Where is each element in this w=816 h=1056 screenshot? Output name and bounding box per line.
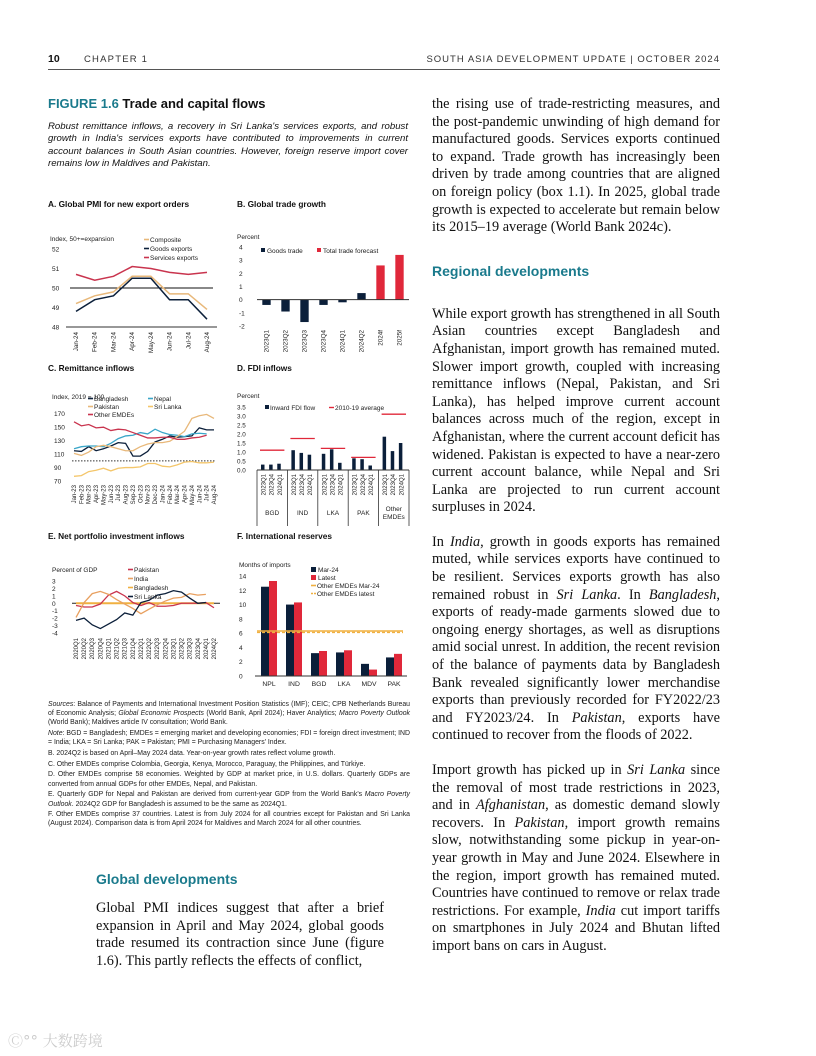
- svg-text:51: 51: [52, 266, 60, 273]
- svg-text:70: 70: [54, 478, 62, 486]
- svg-text:Jan-23: Jan-23: [72, 485, 78, 504]
- regional-developments-heading: Regional developments: [432, 262, 590, 279]
- svg-text:Jun-23: Jun-23: [108, 485, 115, 504]
- note-f: F. Other EMDEs comprise 37 countries. Latest is from July 2024 for all countries except for Pakistan and Sri Lanka (August 2024). Comparison data is from April 2024 for Maldives and March 2024 for all other countries.: [48, 811, 410, 828]
- panel-title: A. Global PMI for new export orders: [48, 199, 190, 209]
- chart-b-trade-growth: [237, 209, 412, 359]
- svg-text:Apr-23: Apr-23: [94, 485, 101, 504]
- svg-text:Oct-23: Oct-23: [138, 485, 145, 504]
- svg-text:3: 3: [52, 578, 56, 586]
- svg-text:LKA: LKA: [326, 510, 340, 517]
- sources-note: Sources: Balance of Payments and International Investment Position Statistics (IMF); CEIC; CPB Netherlands Bureau of Economic Analysis; Global Economic Prospects (World Bank, April 2024); Haver Analytics; Macro Poverty Outlook (World Bank); Maldives article IV consultation; World Bank.: [48, 701, 410, 727]
- svg-text:Index, 50+=expansion: Index, 50+=expansion: [50, 236, 114, 243]
- svg-text:2024Q1: 2024Q1: [339, 330, 347, 353]
- svg-text:2023Q4: 2023Q4: [360, 474, 367, 496]
- svg-text:48: 48: [52, 324, 60, 332]
- svg-text:Jul-24: Jul-24: [204, 485, 211, 502]
- chart-e-portfolio: [48, 541, 228, 691]
- svg-text:Dec-23: Dec-23: [153, 485, 160, 505]
- svg-text:Jan-24: Jan-24: [73, 332, 80, 352]
- svg-text:Nov-23: Nov-23: [145, 485, 152, 505]
- svg-text:Months of imports: Months of imports: [239, 562, 291, 569]
- svg-text:2020Q4: 2020Q4: [98, 638, 105, 660]
- svg-text:Pakistan: Pakistan: [94, 404, 119, 411]
- svg-text:2010-19 average: 2010-19 average: [335, 405, 385, 412]
- panel-f: [237, 531, 412, 691]
- svg-text:Jan-24: Jan-24: [160, 485, 167, 504]
- svg-text:2023Q3: 2023Q3: [301, 330, 309, 353]
- svg-text:170: 170: [54, 411, 65, 419]
- svg-text:Sri Lanka: Sri Lanka: [134, 594, 162, 601]
- svg-text:Pakistan: Pakistan: [134, 567, 159, 574]
- svg-text:110: 110: [54, 451, 65, 459]
- svg-text:NPL: NPL: [262, 681, 276, 688]
- svg-text:2022Q4: 2022Q4: [163, 638, 170, 660]
- running-title: SOUTH ASIA DEVELOPMENT UPDATE | OCTOBER 2024: [426, 54, 720, 65]
- svg-text:2.0: 2.0: [237, 431, 246, 439]
- svg-text:Other: Other: [385, 506, 402, 513]
- svg-text:-4: -4: [52, 630, 58, 638]
- svg-text:2021Q2: 2021Q2: [114, 638, 121, 660]
- svg-text:0.5: 0.5: [237, 458, 246, 466]
- svg-text:2024Q1: 2024Q1: [368, 474, 375, 496]
- panel-d: [237, 363, 412, 531]
- svg-text:Other EMDEs Mar-24: Other EMDEs Mar-24: [317, 583, 380, 590]
- watermark-logo: Ⓒ°° 大数跨境: [8, 1032, 103, 1050]
- svg-text:IND: IND: [296, 510, 309, 517]
- chapter-label: CHAPTER 1: [84, 54, 149, 65]
- svg-text:2024Q2: 2024Q2: [212, 638, 218, 660]
- svg-text:2023Q4: 2023Q4: [195, 638, 202, 660]
- svg-text:14: 14: [239, 573, 247, 581]
- svg-text:2023Q4: 2023Q4: [320, 330, 328, 353]
- svg-text:2024Q1: 2024Q1: [338, 474, 345, 496]
- svg-text:Percent: Percent: [237, 393, 260, 400]
- svg-text:Feb-24: Feb-24: [167, 485, 174, 505]
- panel-title: E. Net portfolio investment inflows: [48, 531, 185, 541]
- svg-text:PAK: PAK: [387, 681, 401, 688]
- svg-text:0: 0: [239, 673, 243, 681]
- svg-text:Mar-24: Mar-24: [175, 485, 182, 505]
- svg-text:1: 1: [52, 593, 56, 601]
- svg-text:2021Q3: 2021Q3: [122, 638, 129, 660]
- svg-text:90: 90: [54, 465, 62, 473]
- regional-paragraph-3: Import growth has picked up in Sri Lanka since the removal of most trade restrictions in 2023, and in Afghanistan, as domestic demand slowly recovers. In Pakistan, import growth remains slow, notwithstanding some pickup in year-on-year growth in May and June 2024. Elsewhere in the region, import growth has remained muted. Countries have continued to remove or relax trade restrictions. For example, India cut import tariffs on smartphones in July 2024 and Bhutan lifted import bans on cars in August.: [432, 762, 720, 954]
- svg-text:-2: -2: [52, 615, 58, 623]
- chart-a-pmi: [48, 209, 223, 359]
- svg-text:1: 1: [239, 284, 243, 291]
- svg-text:-1: -1: [52, 608, 58, 616]
- svg-text:Aug-23: Aug-23: [123, 485, 130, 505]
- svg-text:3: 3: [239, 257, 243, 265]
- svg-text:2021Q4: 2021Q4: [130, 638, 137, 660]
- svg-text:Sri Lanka: Sri Lanka: [154, 404, 182, 411]
- panel-title: D. FDI inflows: [237, 363, 292, 373]
- svg-text:2023Q4: 2023Q4: [391, 474, 398, 496]
- svg-text:52: 52: [52, 246, 60, 254]
- global-developments-heading: Global developments: [96, 871, 238, 887]
- panel-title: F. International reserves: [237, 531, 332, 541]
- svg-text:Bangladesh: Bangladesh: [94, 396, 129, 403]
- svg-text:Percent: Percent: [237, 234, 260, 241]
- svg-text:2020Q3: 2020Q3: [90, 638, 97, 660]
- svg-text:Jul-23: Jul-23: [116, 485, 123, 502]
- svg-text:0: 0: [239, 297, 243, 305]
- svg-text:Feb-24: Feb-24: [91, 332, 99, 352]
- svg-text:May-24: May-24: [189, 485, 196, 506]
- svg-text:2024Q1: 2024Q1: [308, 474, 315, 496]
- svg-text:Other EMDEs latest: Other EMDEs latest: [317, 591, 375, 598]
- right-column: [432, 96, 720, 973]
- svg-text:2: 2: [52, 585, 56, 593]
- svg-text:Mar-23: Mar-23: [86, 485, 93, 505]
- svg-text:2.5: 2.5: [237, 422, 246, 430]
- svg-text:MDV: MDV: [361, 681, 377, 688]
- note-d: D. Other EMDEs comprise 58 economies. Weighted by GDP at market price, in U.S. dollars. Quarterly GDPs are converted from annual GDPs for other EMDEs, Nepal, and Pakistan.: [48, 771, 410, 788]
- svg-text:3.5: 3.5: [237, 404, 246, 412]
- svg-text:Other EMDEs: Other EMDEs: [94, 412, 135, 419]
- svg-text:2022Q3: 2022Q3: [155, 638, 162, 660]
- svg-text:2023Q2: 2023Q2: [282, 330, 290, 353]
- chart-d-fdi: [237, 373, 412, 531]
- svg-text:Jun-24: Jun-24: [166, 332, 174, 352]
- svg-text:2023Q3: 2023Q3: [187, 638, 194, 660]
- svg-text:2022Q2: 2022Q2: [147, 638, 154, 660]
- svg-text:2022Q1: 2022Q1: [138, 638, 145, 660]
- svg-text:India: India: [134, 576, 149, 583]
- svg-text:-3: -3: [52, 623, 58, 631]
- svg-text:Goods trade: Goods trade: [267, 248, 303, 255]
- svg-text:Apr-24: Apr-24: [129, 332, 137, 351]
- panel-b: [237, 199, 412, 359]
- svg-text:2023Q2: 2023Q2: [179, 638, 186, 660]
- svg-text:Composite: Composite: [150, 237, 182, 244]
- svg-text:2: 2: [239, 659, 243, 667]
- svg-text:3.0: 3.0: [237, 413, 246, 421]
- svg-text:Aug-24: Aug-24: [204, 332, 211, 353]
- svg-text:-1: -1: [239, 310, 245, 318]
- panel-e: [48, 531, 228, 691]
- panel-title: B. Global trade growth: [237, 199, 326, 209]
- chart-f-reserves: [237, 541, 412, 691]
- regional-paragraph-2: In India, growth in goods exports has remained muted, while services exports have continued to be resilient. Services exports growth has also remained robust in Sri Lanka. In Bangladesh, exports of ready-made garments slowed due to ongoing energy shortages, as well as disruptions amid social unrest. In addition, the recent revision of the balance of payments data by Bangladesh Bank revealed significantly lower merchandise exports than previously recorded for FY2022/23 and FY2023/24. In Pakistan, exports have continued to recover from the floods of 2022.: [432, 533, 721, 744]
- svg-text:Inward FDI flow: Inward FDI flow: [270, 405, 316, 412]
- svg-text:BGD: BGD: [265, 510, 280, 517]
- svg-text:Feb-23: Feb-23: [79, 485, 86, 505]
- svg-text:2024Q1: 2024Q1: [399, 474, 406, 496]
- svg-text:IND: IND: [288, 681, 300, 688]
- svg-text:2023Q4: 2023Q4: [269, 474, 276, 496]
- continued-paragraph: the rising use of trade-restricting measures, and the post-pandemic unwinding of high demand for manufactured goods. Services exports continued to expand. Trade growth has increasingly been driven by trade among countries that are aligned on foreign policy (box 1.1). In 2025, global trade growth is expected to accelerate but remain below its 2015–19 average (World Bank 2024c).: [432, 96, 720, 236]
- note-e: E. Quarterly GDP for Nepal and Pakistan are derived from current-year GDP from the World Bank's Macro Poverty Outlook. 2024Q2 GDP for Bangladesh is assumed to be the same as 2024Q1.: [48, 791, 411, 808]
- svg-text:Aug-24: Aug-24: [212, 485, 218, 505]
- svg-text:8: 8: [239, 616, 243, 624]
- svg-text:4: 4: [239, 244, 243, 252]
- svg-text:2021Q1: 2021Q1: [106, 638, 113, 660]
- svg-text:1.0: 1.0: [237, 449, 246, 457]
- svg-text:0.0: 0.0: [237, 467, 246, 475]
- svg-text:2023Q1: 2023Q1: [322, 474, 329, 496]
- svg-text:2020Q1: 2020Q1: [74, 638, 80, 660]
- figure-number: FIGURE 1.6: [48, 96, 119, 111]
- svg-text:Bangladesh: Bangladesh: [134, 585, 169, 592]
- svg-text:Jun-24: Jun-24: [197, 485, 204, 504]
- svg-text:Goods exports: Goods exports: [150, 246, 193, 253]
- page-header: [48, 51, 720, 70]
- regional-paragraph-1: While export growth has strengthened in all South Asian countries except Bangladesh and Afghanistan, import growth has remained muted. Slower import growth, coupled with increasing remittance inflows (Nepal, Pakistan, and Sri Lanka), has helped improve current account balances across much of the region, except in Afghanistan, where the current account deficit has widened. Pakistan is expected to have a near-zero current account balance, while Nepal and Sri Lanka are projected to run current account surpluses in 2024.: [432, 305, 720, 516]
- svg-text:BGD: BGD: [311, 681, 327, 688]
- svg-text:2023Q1: 2023Q1: [171, 638, 178, 660]
- svg-text:Nepal: Nepal: [154, 396, 171, 403]
- page-number: 10: [48, 53, 60, 65]
- svg-text:Latest: Latest: [318, 575, 336, 582]
- svg-text:2: 2: [239, 270, 243, 278]
- svg-text:2023Q1: 2023Q1: [263, 330, 271, 353]
- figure-title: [48, 96, 408, 111]
- svg-text:2024Q1: 2024Q1: [203, 638, 210, 660]
- svg-text:2023Q1: 2023Q1: [291, 474, 298, 496]
- panel-title: C. Remittance inflows: [48, 363, 135, 373]
- svg-text:2023Q1: 2023Q1: [261, 474, 268, 496]
- svg-text:Jul-24: Jul-24: [185, 332, 193, 350]
- svg-text:Percent of GDP: Percent of GDP: [52, 567, 98, 574]
- svg-text:2020Q2: 2020Q2: [82, 638, 89, 660]
- note-c: C. Other EMDEs comprise Colombia, Georgia, Kenya, Morocco, Paraguay, the Philippines, and Türkiye.: [48, 760, 366, 768]
- global-developments-paragraph: Global PMI indices suggest that after a brief expansion in April and May 2024, global goods trade resumed its contraction since June (figure 1.6). This partly reflects the effects of conflict,: [96, 900, 384, 969]
- svg-text:2023Q4: 2023Q4: [330, 474, 337, 496]
- panel-a: [48, 199, 223, 359]
- svg-text:2024Q2: 2024Q2: [358, 330, 366, 353]
- svg-text:-2: -2: [239, 323, 245, 331]
- svg-text:EMDEs: EMDEs: [382, 514, 405, 521]
- svg-text:2023Q1: 2023Q1: [383, 474, 390, 496]
- svg-text:May-23: May-23: [101, 485, 108, 506]
- svg-text:PAK: PAK: [357, 510, 370, 517]
- svg-text:2025f: 2025f: [396, 330, 404, 346]
- svg-text:Index, 2019 = 100: Index, 2019 = 100: [52, 394, 105, 401]
- figure-notes: [48, 700, 410, 830]
- svg-text:Mar-24: Mar-24: [110, 332, 118, 352]
- svg-text:May-24: May-24: [147, 332, 155, 353]
- figure-title-text: Trade and capital flows: [122, 96, 266, 111]
- panel-c: [48, 363, 228, 531]
- svg-text:Sep-23: Sep-23: [130, 485, 137, 505]
- svg-text:10: 10: [239, 602, 247, 610]
- svg-text:50: 50: [52, 285, 60, 293]
- figure-subtitle: Robust remittance inflows, a recovery in Sri Lanka's services exports, and robust growth in India's services exports have contributed to improvements in current account balances in South Asian countries. However, foreign reserve import cover remains low in Maldives and Pakistan.: [48, 121, 408, 169]
- svg-text:LKA: LKA: [337, 681, 351, 688]
- svg-text:12: 12: [239, 587, 247, 595]
- abbreviation-note: Note: BGD = Bangladesh; EMDEs = emerging market and developing economies; FDI = foreign direct investment; IND = India; LKA = Sri Lanka; PAK = Pakistan; PMI = Purchasing Managers' Index.: [48, 730, 410, 747]
- svg-text:0: 0: [52, 600, 56, 608]
- note-b: B. 2024Q2 is based on April–May 2024 data. Year-on-year growth rates reflect volume growth.: [48, 750, 336, 758]
- svg-text:Total trade forecast: Total trade forecast: [323, 248, 379, 255]
- svg-text:4: 4: [239, 644, 243, 652]
- svg-text:1.5: 1.5: [237, 440, 246, 448]
- svg-text:2024Q1: 2024Q1: [277, 474, 284, 496]
- svg-text:2023Q1: 2023Q1: [352, 474, 359, 496]
- svg-text:130: 130: [54, 438, 65, 446]
- svg-text:Apr-24: Apr-24: [182, 485, 189, 504]
- chart-c-remittances: [48, 373, 228, 531]
- svg-text:2023Q4: 2023Q4: [300, 474, 307, 496]
- svg-text:49: 49: [52, 305, 60, 312]
- figure-block: [48, 96, 408, 170]
- svg-text:Mar-24: Mar-24: [318, 567, 339, 574]
- svg-text:150: 150: [54, 424, 65, 432]
- svg-text:6: 6: [239, 630, 243, 638]
- svg-text:2024f: 2024f: [377, 330, 385, 346]
- svg-text:Services exports: Services exports: [150, 255, 199, 262]
